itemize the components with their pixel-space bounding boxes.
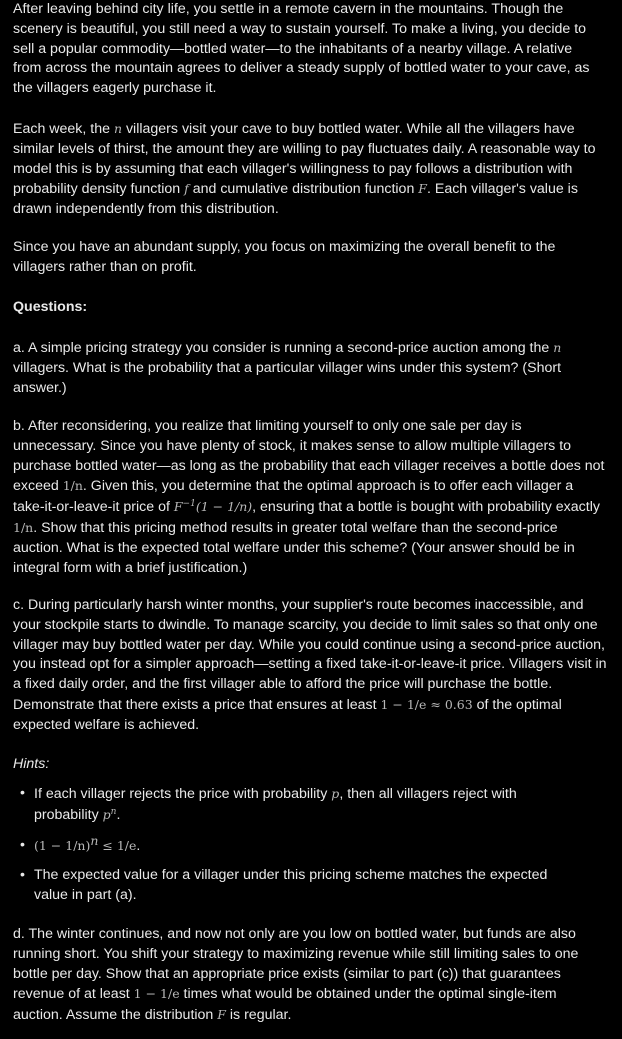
- math-one-minus-one-over-e: 1 − 1/e: [133, 986, 180, 1002]
- question-c: c. During particularly harsh winter months, your supplier's route becomes inaccessible, and your stockpile starts to dwindle. To manage scarcity, you decide to limit sales so that only one villager may buy bottled water per day. While you could continue using a second-price auction, you instead opt for a simpler approach—setting a fixed take-it-or-leave-it price. Villagers visit in a fixed daily order, and the first villager able to afford the price will purchase the bottle. Demonstrate that there exists a price that ensures at least 1 − 1/e ≈ 0.63 of the optimal expected welfare is achieved.: [13, 597, 607, 733]
- intro-paragraph-1: After leaving behind city life, you settle in a remote cavern in the mountains. Though the scenery is beautiful, you still need a way to sustain yourself. To make a living, you decide to sell a popular commodity—bottled water—to the inhabitants of a nearby village. A relative from across the mountain agrees to deliver a steady supply of bottled water to your cave, as the villagers eagerly purchase it.: [13, 1, 590, 97]
- math-p: p: [331, 786, 340, 801]
- math-f: f: [184, 181, 189, 197]
- hint-2: • $(1 - 1/n)^n \le 1/e$.: [19, 836, 579, 857]
- math-n: n: [113, 121, 123, 136]
- math-inverse-cdf: $F^{-1}(1 - 1/n)$: [173, 499, 253, 515]
- math-one-over-n: 1/n: [13, 519, 34, 535]
- math-limit-inequality: $(1 - 1/n)^n \le 1/e$: [34, 832, 137, 853]
- question-a: a. A simple pricing strategy you consider is running a second-price auction among the n villagers. What is the probability that a particular villager wins under this system? (Short answer.): [13, 340, 562, 396]
- question-b: b. After reconsidering, you realize that limiting yourself to only one sale per day is unnecessary. Since you have plenty of stock, it makes sense to allow multiple villagers to purchase bottled water—as long as the probability that each villager receives a bottle does not exceed 1/n. Given this, you determine that the optimal approach is to offer each villager a take-it-or-leave-it price of $F^{-1}(1 - 1/n)$, ensuring that a bottle is bought with probability exactly 1/n. Show that this pricing method results in greater total welfare than the second-price auction. What is the expected total welfare under this scheme? (Your answer should be in integral form with a brief justification.): [13, 418, 605, 576]
- hints-list: [19, 784, 579, 906]
- math-one-minus-one-over-e: 1 − 1/e ≈ 0.63: [380, 696, 473, 712]
- math-p-to-n: $p^n$: [102, 806, 117, 822]
- hints-label: Hints:: [13, 756, 50, 772]
- intro-paragraph-3: Since you have an abundant supply, you focus on maximizing the overall benefit to the villagers rather than on profit.: [13, 239, 556, 275]
- math-F: F: [217, 1007, 226, 1023]
- hint-3: • The expected value for a villager under this pricing scheme matches the expected value in part (a).: [19, 866, 579, 906]
- questions-heading: Questions:: [13, 299, 88, 315]
- math-one-over-n: 1/n: [62, 478, 83, 494]
- intro-paragraph-2: Each week, the n villagers visit your cave to buy bottled water. While all the villagers have similar levels of thirst, the amount they are willing to pay fluctuates daily. A reasonable way to model this is by assuming that each villager's willingness to pay follows a distribution with probability density function f and cumulative distribution function F. Each villager's value is drawn independently from this distribution.: [13, 121, 596, 218]
- hint-1: • If each villager rejects the price with probability p, then all villagers reject with probability $p^n$.: [19, 784, 579, 826]
- math-n: n: [553, 340, 562, 355]
- math-F: F: [418, 181, 427, 197]
- question-d: d. The winter continues, and now not only are you low on bottled water, but funds are also running short. You shift your strategy to maximizing revenue while still limiting sales to one bottle per day. Show that an appropriate price exists (similar to part (c)) that guarantees revenue of at least 1 − 1/e times what would be obtained under the optimal single-item auction. Assume the distribution F is regular.: [13, 926, 579, 1024]
